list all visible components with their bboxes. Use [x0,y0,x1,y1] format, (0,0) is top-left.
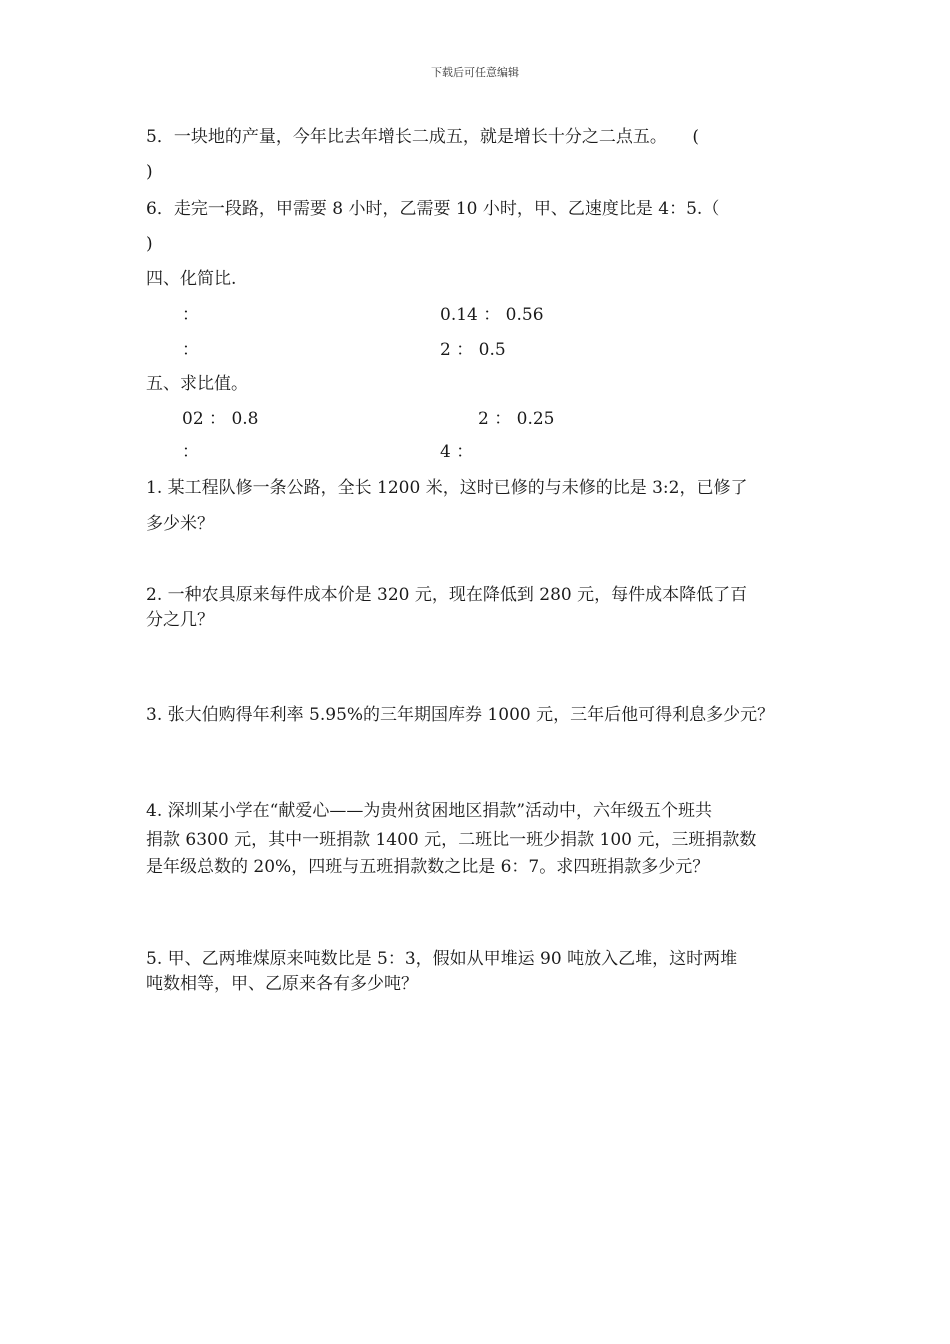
problem-2-line2: 分之几？ [146,610,214,630]
problem-2-line1: 2. 一种农具原来每件成本价是 320 元，现在降低到 280 元，每件成本降低了百 [146,585,748,605]
ratio-value-row1-left: 02 ： 0.8 [182,409,259,429]
judgement-q5-line2: ) [146,162,153,182]
simplify-row2-right: 2 ： 0.5 [440,340,506,360]
problem-3-line1: 3. 张大伯购得年利率 5.95%的三年期国库券 1000 元，三年后他可得利息多少元？ [146,705,775,725]
problem-1-line1: 1. 某工程队修一条公路，全长 1200 米，这时已修的与未修的比是 3:2，已修了 [146,478,748,498]
ratio-value-row2-left: ： [182,442,199,462]
ratio-value-row2-right: 4 ： [440,442,474,462]
problem-5-line2: 吨数相等，甲、乙原来各有多少吨？ [146,974,418,994]
section-simplify-title: 四、化简比. [146,269,237,289]
section-ratio-value-title: 五、求比值。 [146,374,248,394]
simplify-row2-left: ： [182,340,199,360]
simplify-row1-right: 0.14 ： 0.56 [440,305,544,325]
problem-4-line3: 是年级总数的 20%，四班与五班捐款数之比是 6：7。求四班捐款多少元？ [146,857,710,877]
judgement-q5-line1: 5．一块地的产量，今年比去年增长二成五，就是增长十分之二点五。 ( [146,127,699,147]
simplify-row1-left: ： [182,305,199,325]
page-header: 下载后可任意编辑 [431,66,519,79]
ratio-value-row1-right: 2 ： 0.25 [478,409,555,429]
problem-4-line1: 4. 深圳某小学在“献爱心——为贵州贫困地区捐款”活动中，六年级五个班共 [146,801,713,821]
judgement-q6-line1: 6．走完一段路，甲需要 8 小时，乙需要 10 小时，甲、乙速度比是 4：5.（ [146,199,720,219]
judgement-q6-line2: ) [146,234,153,254]
problem-4-line2: 捐款 6300 元，其中一班捐款 1400 元，二班比一班少捐款 100 元，三班捐款数 [146,830,757,850]
problem-1-line2: 多少米？ [146,514,214,534]
problem-5-line1: 5. 甲、乙两堆煤原来吨数比是 5：3，假如从甲堆运 90 吨放入乙堆，这时两堆 [146,949,738,969]
